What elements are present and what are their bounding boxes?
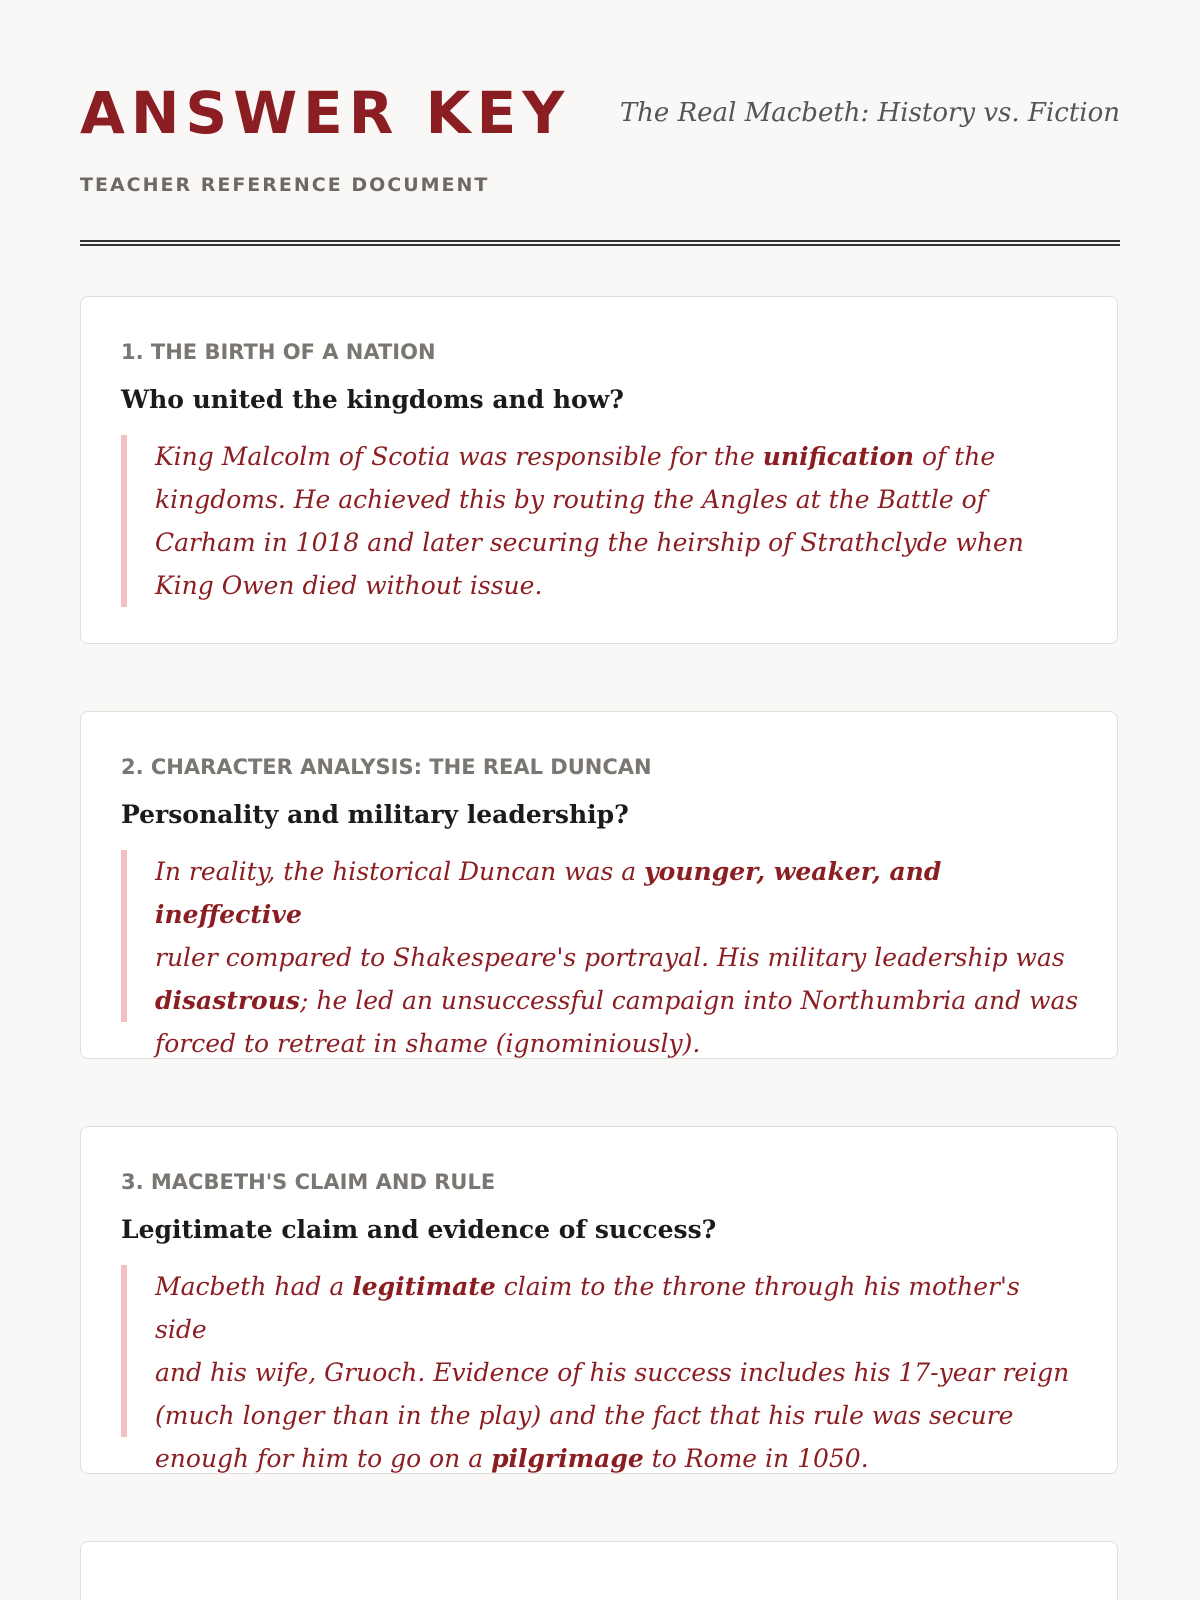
- answer-text: In reality, the historical Duncan was a: [155, 857, 645, 886]
- section-question: Who united the kingdoms and how?: [121, 385, 624, 414]
- answer-keyword: younger, weaker, and ineffective: [155, 857, 942, 929]
- section-answer: [121, 435, 1079, 607]
- answer-line: [155, 435, 1079, 478]
- section-label: 1. THE BIRTH OF A NATION: [121, 340, 436, 364]
- section-question: Personality and military leadership?: [121, 800, 629, 829]
- section-answer: [121, 1265, 1079, 1473]
- answer-line: forced to retreat in shame (ignominiously).: [155, 1029, 701, 1058]
- answer-text: to Rome in 1050.: [643, 1444, 869, 1473]
- document-header: [80, 78, 1120, 248]
- answer-line: kingdoms. He achieved this by routing the Angles at the Battle of: [155, 485, 986, 514]
- answer-text: Macbeth had a: [155, 1272, 353, 1301]
- answer-card-1: [80, 296, 1118, 644]
- section-label: 2. CHARACTER ANALYSIS: THE REAL DUNCAN: [121, 755, 652, 779]
- answer-card-2: [80, 711, 1118, 1059]
- answer-line: and his wife, Gruoch. Evidence of his success includes his 17-year reign: [155, 1358, 1070, 1387]
- document-reference-label: TEACHER REFERENCE DOCUMENT: [80, 174, 490, 196]
- section-answer: [121, 850, 1079, 1058]
- document-title: ANSWER KEY: [80, 79, 571, 147]
- answer-text: King Malcolm of Scotia was responsible for the: [155, 442, 763, 471]
- answer-line: [155, 1437, 1079, 1480]
- section-label: 3. MACBETH'S CLAIM AND RULE: [121, 1170, 496, 1194]
- answer-line: [155, 850, 1079, 936]
- answer-text: of the: [914, 442, 996, 471]
- answer-line: ruler compared to Shakespeare's portrayal. His military leadership was: [155, 943, 1065, 972]
- answer-line: [155, 1265, 1079, 1351]
- section-question: Legitimate claim and evidence of success?: [121, 1215, 717, 1244]
- answer-card-4: [80, 1541, 1118, 1600]
- answer-keyword: pilgrimage: [491, 1444, 644, 1473]
- header-double-rule: [80, 240, 1120, 246]
- answer-text: enough for him to go on a: [155, 1444, 492, 1473]
- answer-line: Carham in 1018 and later securing the heirship of Strathclyde when: [155, 528, 1024, 557]
- answer-card-3: [80, 1126, 1118, 1474]
- answer-text: claim to the throne through his mother's side: [155, 1272, 1020, 1344]
- answer-text: ; he led an unsuccessful campaign into Northumbria and was: [299, 986, 1079, 1015]
- answer-line: King Owen died without issue.: [155, 571, 543, 600]
- document-subtitle: The Real Macbeth: History vs. Fiction: [619, 98, 1120, 128]
- answer-keyword: legitimate: [352, 1272, 496, 1301]
- answer-line: [155, 979, 1079, 1022]
- answer-keyword: unification: [762, 442, 915, 471]
- answer-line: (much longer than in the play) and the fact that his rule was secure: [155, 1401, 1014, 1430]
- answer-keyword: disastrous: [155, 986, 300, 1015]
